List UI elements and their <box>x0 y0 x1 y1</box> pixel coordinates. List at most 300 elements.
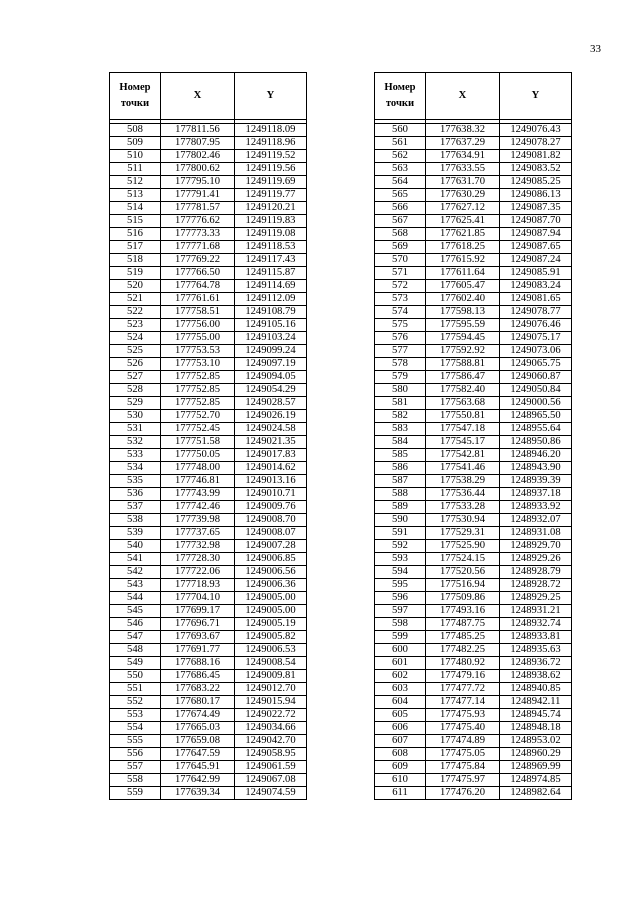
y-cell: 1249067.08 <box>235 774 307 787</box>
table-row <box>375 553 572 566</box>
table-row <box>375 488 572 501</box>
table-row <box>375 436 572 449</box>
y-cell: 1249085.25 <box>500 176 572 189</box>
x-cell: 177487.75 <box>426 618 500 631</box>
table-row <box>375 202 572 215</box>
table-row <box>375 514 572 527</box>
y-cell: 1249026.19 <box>235 410 307 423</box>
point-number-cell: 529 <box>110 397 161 410</box>
y-cell: 1249094.05 <box>235 371 307 384</box>
table-row <box>110 488 307 501</box>
table-row <box>375 228 572 241</box>
point-number-cell: 568 <box>375 228 426 241</box>
table-row <box>375 592 572 605</box>
x-cell: 177475.05 <box>426 748 500 761</box>
point-number-cell: 593 <box>375 553 426 566</box>
point-number-cell: 528 <box>110 384 161 397</box>
y-cell: 1249119.77 <box>235 189 307 202</box>
y-cell: 1248932.07 <box>500 514 572 527</box>
y-cell: 1249097.19 <box>235 358 307 371</box>
table-row <box>110 709 307 722</box>
x-cell: 177761.61 <box>161 293 235 306</box>
table-row <box>110 696 307 709</box>
y-cell: 1249008.70 <box>235 514 307 527</box>
table-row <box>110 475 307 488</box>
point-number-cell: 588 <box>375 488 426 501</box>
point-number-cell: 571 <box>375 267 426 280</box>
x-cell: 177764.78 <box>161 280 235 293</box>
point-number-cell: 519 <box>110 267 161 280</box>
x-cell: 177474.89 <box>426 735 500 748</box>
y-cell: 1249087.70 <box>500 215 572 228</box>
x-cell: 177605.47 <box>426 280 500 293</box>
table-row <box>375 748 572 761</box>
x-cell: 177647.59 <box>161 748 235 761</box>
x-cell: 177586.47 <box>426 371 500 384</box>
y-cell: 1249078.27 <box>500 137 572 150</box>
point-number-cell: 518 <box>110 254 161 267</box>
table-row <box>110 774 307 787</box>
table-row <box>375 189 572 202</box>
x-cell: 177722.06 <box>161 566 235 579</box>
point-number-cell: 552 <box>110 696 161 709</box>
table-row <box>375 735 572 748</box>
table-row <box>375 176 572 189</box>
y-cell: 1248946.20 <box>500 449 572 462</box>
table-row <box>110 670 307 683</box>
table-row <box>375 397 572 410</box>
x-cell: 177752.70 <box>161 410 235 423</box>
point-number-cell: 559 <box>110 787 161 800</box>
y-cell: 1249099.24 <box>235 345 307 358</box>
y-cell: 1249007.28 <box>235 540 307 553</box>
x-cell: 177665.03 <box>161 722 235 735</box>
y-cell: 1249115.87 <box>235 267 307 280</box>
y-cell: 1248929.25 <box>500 592 572 605</box>
y-cell: 1249083.52 <box>500 163 572 176</box>
point-number-cell: 563 <box>375 163 426 176</box>
point-number-cell: 508 <box>110 124 161 137</box>
y-cell: 1249009.76 <box>235 501 307 514</box>
y-cell: 1249021.35 <box>235 436 307 449</box>
point-number-cell: 556 <box>110 748 161 761</box>
y-cell: 1249081.65 <box>500 293 572 306</box>
y-cell: 1249076.43 <box>500 124 572 137</box>
point-number-cell: 543 <box>110 579 161 592</box>
x-cell: 177524.15 <box>426 553 500 566</box>
point-number-cell: 522 <box>110 306 161 319</box>
x-cell: 177748.00 <box>161 462 235 475</box>
point-number-cell: 573 <box>375 293 426 306</box>
x-cell: 177758.51 <box>161 306 235 319</box>
y-cell: 1249054.29 <box>235 384 307 397</box>
x-cell: 177479.16 <box>426 670 500 683</box>
y-cell: 1248974.85 <box>500 774 572 787</box>
table-row <box>375 709 572 722</box>
y-cell: 1248960.29 <box>500 748 572 761</box>
x-cell: 177688.16 <box>161 657 235 670</box>
x-cell: 177696.71 <box>161 618 235 631</box>
x-header: X <box>426 73 500 120</box>
x-cell: 177477.14 <box>426 696 500 709</box>
x-cell: 177756.00 <box>161 319 235 332</box>
x-cell: 177693.67 <box>161 631 235 644</box>
point-number-cell: 546 <box>110 618 161 631</box>
table-row <box>110 267 307 280</box>
x-cell: 177611.64 <box>426 267 500 280</box>
x-cell: 177753.10 <box>161 358 235 371</box>
y-cell: 1248948.18 <box>500 722 572 735</box>
y-cell: 1249006.56 <box>235 566 307 579</box>
point-number-cell: 606 <box>375 722 426 735</box>
x-cell: 177476.20 <box>426 787 500 800</box>
x-cell: 177563.68 <box>426 397 500 410</box>
point-number-cell: 553 <box>110 709 161 722</box>
x-cell: 177509.86 <box>426 592 500 605</box>
y-cell: 1249061.59 <box>235 761 307 774</box>
y-cell: 1249085.91 <box>500 267 572 280</box>
point-number-cell: 521 <box>110 293 161 306</box>
table-row <box>375 293 572 306</box>
point-number-cell: 551 <box>110 683 161 696</box>
point-number-cell: 526 <box>110 358 161 371</box>
x-cell: 177538.29 <box>426 475 500 488</box>
table-row <box>110 124 307 137</box>
point-number-cell: 600 <box>375 644 426 657</box>
point-number-cell: 604 <box>375 696 426 709</box>
y-cell: 1249060.87 <box>500 371 572 384</box>
table-row <box>110 423 307 436</box>
table-row <box>375 449 572 462</box>
point-number-cell: 572 <box>375 280 426 293</box>
x-cell: 177598.13 <box>426 306 500 319</box>
point-number-cell: 533 <box>110 449 161 462</box>
y-cell: 1248929.26 <box>500 553 572 566</box>
point-number-cell: 547 <box>110 631 161 644</box>
y-cell: 1249087.94 <box>500 228 572 241</box>
x-cell: 177536.44 <box>426 488 500 501</box>
y-cell: 1248938.62 <box>500 670 572 683</box>
y-cell: 1249005.00 <box>235 592 307 605</box>
point-number-cell: 516 <box>110 228 161 241</box>
x-cell: 177704.10 <box>161 592 235 605</box>
x-cell: 177752.85 <box>161 371 235 384</box>
point-number-cell: 524 <box>110 332 161 345</box>
table-row <box>375 774 572 787</box>
x-cell: 177630.29 <box>426 189 500 202</box>
y-cell: 1248933.92 <box>500 501 572 514</box>
y-cell: 1249012.70 <box>235 683 307 696</box>
y-cell: 1249073.06 <box>500 345 572 358</box>
point-number-cell: 539 <box>110 527 161 540</box>
table-row <box>110 566 307 579</box>
point-number-cell: 525 <box>110 345 161 358</box>
point-number-cell: 562 <box>375 150 426 163</box>
table-header-row <box>375 73 572 120</box>
table-row <box>375 410 572 423</box>
x-cell: 177746.81 <box>161 475 235 488</box>
y-cell: 1249006.36 <box>235 579 307 592</box>
table-row <box>375 306 572 319</box>
y-cell: 1249119.83 <box>235 215 307 228</box>
x-cell: 177637.29 <box>426 137 500 150</box>
x-cell: 177533.28 <box>426 501 500 514</box>
point-number-cell: 542 <box>110 566 161 579</box>
table-row <box>110 137 307 150</box>
y-cell: 1249087.35 <box>500 202 572 215</box>
y-cell: 1248939.39 <box>500 475 572 488</box>
point-number-cell: 579 <box>375 371 426 384</box>
x-cell: 177594.45 <box>426 332 500 345</box>
table-row <box>375 241 572 254</box>
y-cell: 1248943.90 <box>500 462 572 475</box>
point-number-cell: 570 <box>375 254 426 267</box>
table-row <box>110 306 307 319</box>
x-cell: 177482.25 <box>426 644 500 657</box>
x-cell: 177802.46 <box>161 150 235 163</box>
y-cell: 1248933.81 <box>500 631 572 644</box>
x-cell: 177791.41 <box>161 189 235 202</box>
point-number-cell: 511 <box>110 163 161 176</box>
y-cell: 1249006.85 <box>235 553 307 566</box>
point-number-cell: 555 <box>110 735 161 748</box>
point-number-cell: 548 <box>110 644 161 657</box>
y-cell: 1249022.72 <box>235 709 307 722</box>
x-cell: 177739.98 <box>161 514 235 527</box>
x-cell: 177545.17 <box>426 436 500 449</box>
x-cell: 177773.33 <box>161 228 235 241</box>
table-row <box>375 215 572 228</box>
x-cell: 177645.91 <box>161 761 235 774</box>
point-number-cell: 589 <box>375 501 426 514</box>
y-cell: 1249105.16 <box>235 319 307 332</box>
table-row <box>375 319 572 332</box>
point-number-cell: 549 <box>110 657 161 670</box>
table-row <box>110 358 307 371</box>
table-row <box>110 735 307 748</box>
x-cell: 177475.40 <box>426 722 500 735</box>
page-number: 33 <box>590 43 601 55</box>
y-cell: 1249028.57 <box>235 397 307 410</box>
point-number-cell: 509 <box>110 137 161 150</box>
table-row <box>110 748 307 761</box>
table-row <box>375 527 572 540</box>
point-number-cell: 564 <box>375 176 426 189</box>
table-row <box>110 189 307 202</box>
table-row <box>375 475 572 488</box>
y-cell: 1248945.74 <box>500 709 572 722</box>
x-cell: 177811.56 <box>161 124 235 137</box>
y-cell: 1249008.07 <box>235 527 307 540</box>
point-number-cell: 594 <box>375 566 426 579</box>
y-cell: 1248982.64 <box>500 787 572 800</box>
x-cell: 177752.85 <box>161 397 235 410</box>
point-number-cell: 577 <box>375 345 426 358</box>
y-cell: 1249042.70 <box>235 735 307 748</box>
x-cell: 177751.58 <box>161 436 235 449</box>
x-cell: 177753.53 <box>161 345 235 358</box>
x-cell: 177755.00 <box>161 332 235 345</box>
x-cell: 177542.81 <box>426 449 500 462</box>
x-cell: 177776.62 <box>161 215 235 228</box>
x-cell: 177634.91 <box>426 150 500 163</box>
x-cell: 177718.93 <box>161 579 235 592</box>
x-cell: 177618.25 <box>426 241 500 254</box>
table-row <box>375 137 572 150</box>
y-cell: 1248955.64 <box>500 423 572 436</box>
table-row <box>375 254 572 267</box>
x-cell: 177642.99 <box>161 774 235 787</box>
y-cell: 1249013.16 <box>235 475 307 488</box>
table-row <box>375 384 572 397</box>
point-number-cell: 544 <box>110 592 161 605</box>
point-number-cell: 554 <box>110 722 161 735</box>
y-cell: 1249119.08 <box>235 228 307 241</box>
table-row <box>110 345 307 358</box>
point-number-cell: 609 <box>375 761 426 774</box>
table-row <box>375 280 572 293</box>
point-number-cell: 515 <box>110 215 161 228</box>
point-number-cell: 514 <box>110 202 161 215</box>
y-cell: 1248965.50 <box>500 410 572 423</box>
point-number-cell: 512 <box>110 176 161 189</box>
x-cell: 177475.84 <box>426 761 500 774</box>
point-number-cell: 610 <box>375 774 426 787</box>
point-number-cell: 535 <box>110 475 161 488</box>
table-row <box>110 228 307 241</box>
point-number-cell: 580 <box>375 384 426 397</box>
x-cell: 177742.46 <box>161 501 235 514</box>
x-cell: 177680.17 <box>161 696 235 709</box>
x-cell: 177699.17 <box>161 605 235 618</box>
table-row <box>110 202 307 215</box>
x-cell: 177621.85 <box>426 228 500 241</box>
point-number-cell: 569 <box>375 241 426 254</box>
y-cell: 1248931.21 <box>500 605 572 618</box>
table-row <box>110 254 307 267</box>
table-row <box>375 722 572 735</box>
x-cell: 177475.97 <box>426 774 500 787</box>
table-row <box>375 657 572 670</box>
point-number-cell: 545 <box>110 605 161 618</box>
table-row <box>110 579 307 592</box>
point-number-cell: 590 <box>375 514 426 527</box>
y-cell: 1249009.81 <box>235 670 307 683</box>
table-row <box>375 683 572 696</box>
y-cell: 1248929.70 <box>500 540 572 553</box>
x-cell: 177800.62 <box>161 163 235 176</box>
y-cell: 1249108.79 <box>235 306 307 319</box>
point-number-cell: 598 <box>375 618 426 631</box>
y-cell: 1248932.74 <box>500 618 572 631</box>
x-cell: 177520.56 <box>426 566 500 579</box>
point-number-cell: 566 <box>375 202 426 215</box>
x-cell: 177766.50 <box>161 267 235 280</box>
y-cell: 1248931.08 <box>500 527 572 540</box>
x-cell: 177602.40 <box>426 293 500 306</box>
point-number-cell: 591 <box>375 527 426 540</box>
table-row <box>110 332 307 345</box>
coordinates-table-right <box>374 72 572 800</box>
point-number-cell: 611 <box>375 787 426 800</box>
y-cell: 1249000.56 <box>500 397 572 410</box>
point-number-cell: 603 <box>375 683 426 696</box>
table-row <box>375 462 572 475</box>
y-cell: 1248940.85 <box>500 683 572 696</box>
x-cell: 177659.08 <box>161 735 235 748</box>
point-number-cell: 527 <box>110 371 161 384</box>
table-row <box>110 319 307 332</box>
y-cell: 1249118.96 <box>235 137 307 150</box>
x-cell: 177691.77 <box>161 644 235 657</box>
y-cell: 1249008.54 <box>235 657 307 670</box>
y-cell: 1249058.95 <box>235 748 307 761</box>
x-cell: 177582.40 <box>426 384 500 397</box>
point-number-header: Номер точки <box>110 73 161 120</box>
y-cell: 1249005.00 <box>235 605 307 618</box>
table-row <box>110 527 307 540</box>
y-cell: 1249034.66 <box>235 722 307 735</box>
point-number-cell: 595 <box>375 579 426 592</box>
y-cell: 1249086.13 <box>500 189 572 202</box>
x-cell: 177493.16 <box>426 605 500 618</box>
point-number-cell: 605 <box>375 709 426 722</box>
table-row <box>110 384 307 397</box>
table-row <box>375 267 572 280</box>
table-row <box>110 280 307 293</box>
table-row <box>110 176 307 189</box>
x-cell: 177781.57 <box>161 202 235 215</box>
y-cell: 1249117.43 <box>235 254 307 267</box>
y-cell: 1249118.53 <box>235 241 307 254</box>
point-number-cell: 584 <box>375 436 426 449</box>
point-number-cell: 582 <box>375 410 426 423</box>
table-row <box>110 618 307 631</box>
point-number-cell: 583 <box>375 423 426 436</box>
point-number-cell: 597 <box>375 605 426 618</box>
table-row <box>375 358 572 371</box>
x-cell: 177752.45 <box>161 423 235 436</box>
point-number-cell: 538 <box>110 514 161 527</box>
x-cell: 177674.49 <box>161 709 235 722</box>
table-row <box>375 631 572 644</box>
point-number-cell: 596 <box>375 592 426 605</box>
x-cell: 177529.31 <box>426 527 500 540</box>
table-row <box>110 501 307 514</box>
table-row <box>375 345 572 358</box>
table-row <box>375 150 572 163</box>
y-cell: 1249083.24 <box>500 280 572 293</box>
y-cell: 1248937.18 <box>500 488 572 501</box>
table-row <box>110 410 307 423</box>
y-cell: 1248928.72 <box>500 579 572 592</box>
point-number-cell: 557 <box>110 761 161 774</box>
y-cell: 1249103.24 <box>235 332 307 345</box>
y-cell: 1249112.09 <box>235 293 307 306</box>
table-row <box>110 397 307 410</box>
table-row <box>110 722 307 735</box>
y-cell: 1249120.21 <box>235 202 307 215</box>
x-cell: 177480.92 <box>426 657 500 670</box>
point-number-cell: 532 <box>110 436 161 449</box>
table-row <box>110 761 307 774</box>
point-number-cell: 581 <box>375 397 426 410</box>
x-cell: 177631.70 <box>426 176 500 189</box>
table-row <box>110 657 307 670</box>
table-row <box>375 605 572 618</box>
x-cell: 177547.18 <box>426 423 500 436</box>
x-cell: 177485.25 <box>426 631 500 644</box>
